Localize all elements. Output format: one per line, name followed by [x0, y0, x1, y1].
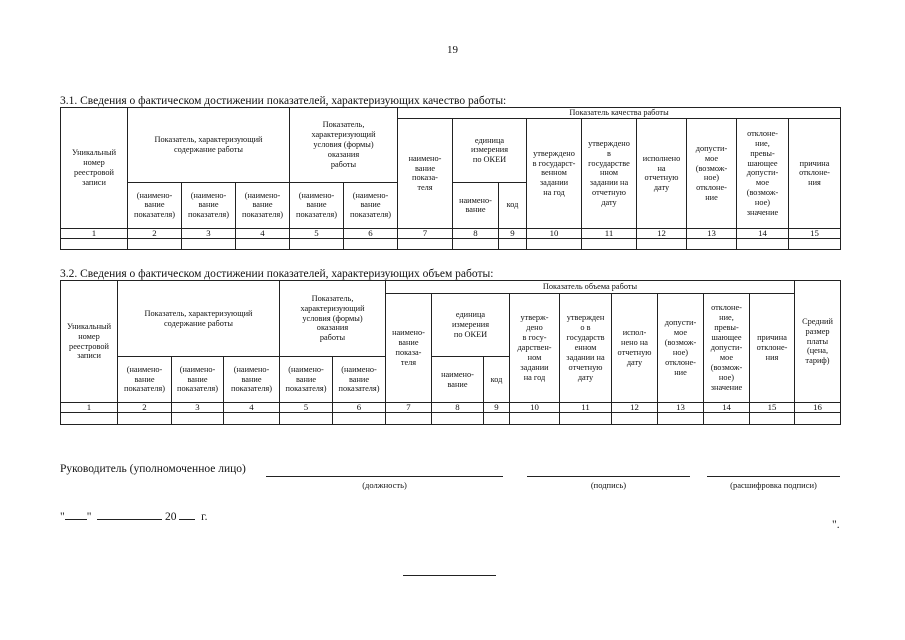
quality-table: [60, 107, 841, 250]
col-done-header: испол- нено на отчетную дату: [612, 294, 658, 403]
table-cell[interactable]: [172, 413, 224, 425]
col-approved-year-header: утверждено в государст- венном задании на год: [527, 118, 582, 228]
col-number: 3: [172, 403, 224, 413]
table-cell[interactable]: [290, 238, 344, 249]
closing-quote: ".: [832, 519, 840, 531]
col-name-header: наимено- вание показа- теля: [386, 294, 432, 403]
signature-line[interactable]: [527, 476, 690, 477]
year-prefix: 20: [165, 511, 177, 523]
col-number: 2: [118, 403, 172, 413]
sub-indicator-name: (наимено- вание показателя): [236, 182, 290, 228]
col-done-header: исполнено на отчетную дату: [637, 118, 687, 228]
table-cell[interactable]: [386, 413, 432, 425]
head-label: Руководитель (уполномоченное лицо): [60, 463, 246, 475]
col-number: 10: [510, 403, 560, 413]
day-field[interactable]: [65, 508, 87, 520]
sub-indicator-name: (наимено- вание показателя): [280, 357, 333, 403]
sub-indicator-name: (наимено- вание показателя): [128, 182, 182, 228]
col-allowed-header: допусти- мое (возмож- ное) отклоне- ние: [658, 294, 704, 403]
signature-caption: (подпись): [590, 480, 627, 490]
sub-indicator-name: (наимено- вание показателя): [224, 357, 280, 403]
footnote-separator: [403, 575, 496, 576]
table-cell[interactable]: [484, 413, 510, 425]
col-reason-header: причина отклоне- ния: [789, 118, 841, 228]
col-number: 6: [344, 228, 398, 238]
table-cell[interactable]: [704, 413, 750, 425]
decode-line[interactable]: [707, 476, 840, 477]
table-cell[interactable]: [236, 238, 290, 249]
table-cell[interactable]: [224, 413, 280, 425]
page-number: 19: [447, 44, 458, 56]
col-number: 1: [61, 228, 128, 238]
position-caption: (должность): [362, 480, 407, 490]
col-unique-header: Уникальный номер реестровой записи: [61, 281, 118, 403]
col-number: 3: [182, 228, 236, 238]
table-cell[interactable]: [453, 238, 499, 249]
col-reason-header: причина отклоне- ния: [750, 294, 795, 403]
year-field[interactable]: [179, 508, 195, 520]
sub-indicator-name: (наимено- вание показателя): [172, 357, 224, 403]
col-exceed-header: отклоне- ние, превы- шающее допусти- мое (возмож- ное) значение: [704, 294, 750, 403]
table-cell[interactable]: [582, 238, 637, 249]
col-number: 7: [398, 228, 453, 238]
col-number: 12: [637, 228, 687, 238]
col-number: 16: [795, 403, 841, 413]
quote-open: ": [60, 511, 65, 523]
col-number: 6: [333, 403, 386, 413]
table-cell[interactable]: [510, 413, 560, 425]
year-suffix: г.: [201, 511, 208, 523]
table-cell[interactable]: [333, 413, 386, 425]
group-content-header: Показатель, характеризующий содержание работы: [128, 108, 290, 183]
table-cell[interactable]: [61, 413, 118, 425]
col-number: 9: [484, 403, 510, 413]
table-cell[interactable]: [128, 238, 182, 249]
table-row: [61, 238, 841, 249]
col-number: 15: [789, 228, 841, 238]
col-number: 11: [582, 228, 637, 238]
sub-indicator-name: (наимено- вание показателя): [344, 182, 398, 228]
table-cell[interactable]: [789, 238, 841, 249]
table-cell[interactable]: [280, 413, 333, 425]
table-cell[interactable]: [398, 238, 453, 249]
section-3-2-title: 3.2. Сведения о фактическом достижении показателей, характеризующих объем работы:: [60, 268, 494, 280]
col-unit-name-header: наимено- вание: [432, 357, 484, 403]
sub-indicator-name: (наимено- вание показателя): [118, 357, 172, 403]
col-allowed-header: допусти- мое (возмож- ное) отклоне- ние: [687, 118, 737, 228]
col-number: 4: [224, 403, 280, 413]
col-number: 14: [737, 228, 789, 238]
col-unique-header: Уникальный номер реестровой записи: [61, 108, 128, 229]
col-approved-date-header: утвержден о в государств енном задании на отчетную дату: [560, 294, 612, 403]
table-cell[interactable]: [795, 413, 841, 425]
col-number: 10: [527, 228, 582, 238]
col-name-header: наимено- вание показа- теля: [398, 118, 453, 228]
table-cell[interactable]: [737, 238, 789, 249]
sub-indicator-name: (наимено- вание показателя): [290, 182, 344, 228]
position-line[interactable]: [266, 476, 503, 477]
decode-caption: (расшифровка подписи): [730, 480, 817, 490]
col-number: 8: [453, 228, 499, 238]
date-line: [60, 508, 207, 523]
col-number: 4: [236, 228, 290, 238]
col-approved-year-header: утверж- дено в госу- дарствен- ном задании на год: [510, 294, 560, 403]
col-number: 9: [499, 228, 527, 238]
section-3-1-title: 3.1. Сведения о фактическом достижении показателей, характеризующих качество работы:: [60, 95, 507, 107]
table-cell[interactable]: [612, 413, 658, 425]
col-unit-name-header: наимено- вание: [453, 182, 499, 228]
col-unit-code-header: код: [484, 357, 510, 403]
group-conditions-header: Показатель, характеризующий условия (формы) оказания работы: [290, 108, 398, 183]
month-field[interactable]: [97, 508, 162, 520]
table-cell[interactable]: [527, 238, 582, 249]
table-cell[interactable]: [560, 413, 612, 425]
col-number: 5: [290, 228, 344, 238]
col-number: 14: [704, 403, 750, 413]
col-number: 12: [612, 403, 658, 413]
table-cell[interactable]: [637, 238, 687, 249]
table-cell[interactable]: [118, 413, 172, 425]
sub-indicator-name: (наимено- вание показателя): [333, 357, 386, 403]
group-content-header: Показатель, характеризующий содержание работы: [118, 281, 280, 357]
col-number: 2: [128, 228, 182, 238]
col-number: 5: [280, 403, 333, 413]
table-row: [61, 413, 841, 425]
table-cell[interactable]: [61, 238, 128, 249]
group-volume-header: Показатель объема работы: [386, 281, 795, 294]
col-number: 15: [750, 403, 795, 413]
col-average-fee-header: Средний размер платы (цена, тариф): [795, 281, 841, 403]
col-number: 13: [658, 403, 704, 413]
quote-close: ": [86, 511, 92, 523]
col-exceed-header: отклоне- ние, превы- шающее допусти- мое (возмож- ное) значение: [737, 118, 789, 228]
table-cell[interactable]: [499, 238, 527, 249]
col-number: 7: [386, 403, 432, 413]
group-quality-header: Показатель качества работы: [398, 108, 841, 119]
table-cell[interactable]: [658, 413, 704, 425]
table-cell[interactable]: [344, 238, 398, 249]
col-number: 8: [432, 403, 484, 413]
group-conditions-header: Показатель, характеризующий условия (формы) оказания работы: [280, 281, 386, 357]
col-number: 13: [687, 228, 737, 238]
col-approved-date-header: утверждено в государстве нном задании на отчетную дату: [582, 118, 637, 228]
volume-table: [60, 280, 841, 425]
table-cell[interactable]: [432, 413, 484, 425]
table-cell[interactable]: [687, 238, 737, 249]
col-unit-header: единица измерения по ОКЕИ: [453, 118, 527, 182]
table-cell[interactable]: [750, 413, 795, 425]
sub-indicator-name: (наимено- вание показателя): [182, 182, 236, 228]
col-number: 1: [61, 403, 118, 413]
col-number: 11: [560, 403, 612, 413]
col-unit-code-header: код: [499, 182, 527, 228]
col-unit-header: единица измерения по ОКЕИ: [432, 294, 510, 357]
table-cell[interactable]: [182, 238, 236, 249]
